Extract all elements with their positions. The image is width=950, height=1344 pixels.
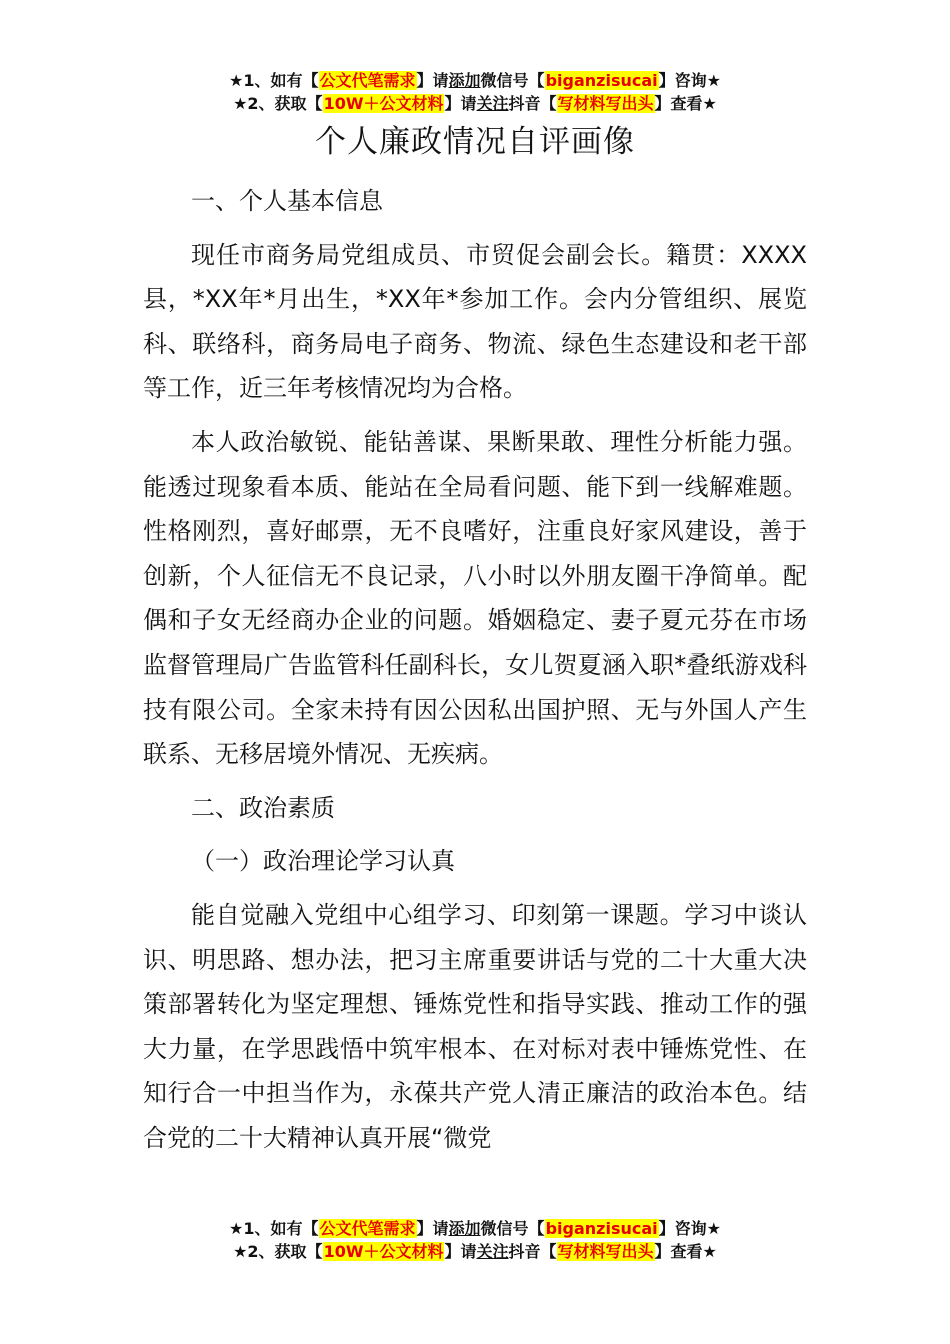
promo-text: 】查看★ xyxy=(654,94,717,113)
section-heading: 一、个人基本信息 xyxy=(191,187,383,215)
promo-text: 微信号【 xyxy=(480,71,545,90)
promo-text: 】请 xyxy=(444,94,477,113)
promo-wechat-id: biganzisucai xyxy=(545,71,658,90)
paragraph: 能自觉融入党组中心组学习、印刻第一课题。学习中谈认识、明思路、想办法，把习主席重要讲话与党的二十大重大决策部署转化为坚定理想、锤炼党性和指导实践、推动工作的强大力量，在学思践悟中筑牢根本、在对标对表中锤炼党性、在知行合一中担当作为，永葆共产党人清正廉洁的政治本色。结合党的二十大精神认真开展“微党 xyxy=(143,900,807,1152)
document-body xyxy=(143,179,807,1169)
promo-highlight: 公文代笔需求 xyxy=(319,71,416,90)
star-icon: ★ xyxy=(233,1242,248,1261)
promo-text: 1、如有【 xyxy=(243,71,319,90)
promo-text: 1、如有【 xyxy=(243,1219,319,1238)
promo-underlined: 关注 xyxy=(476,94,509,113)
subsection-heading: （一）政治理论学习认真 xyxy=(191,847,455,876)
promo-underlined: 关注 xyxy=(476,1242,509,1261)
promo-text: 】查看★ xyxy=(654,1242,717,1261)
promo-text: 微信号【 xyxy=(480,1219,545,1238)
star-icon: ★ xyxy=(229,71,244,90)
paragraph: 本人政治敏锐、能钻善谋、果断果敢、理性分析能力强。能透过现象看本质、能站在全局看问题、能下到一线解难题。性格刚烈，喜好邮票，无不良嗜好，注重良好家风建设，善于创新，个人征信无不良记录，八小时以外朋友圈干净简单。配偶和子女无经商办企业的问题。婚姻稳定、妻子夏元芬在市场监督管理局广告监管科任副科长，女儿贺夏涵入职*叠纸游戏科技有限公司。全家未持有因公因私出国护照、无与外国人产生联系、无移居境外情况、无疾病。 xyxy=(143,427,807,769)
promo-line-1 xyxy=(0,70,950,93)
promo-line-2 xyxy=(0,93,950,116)
promo-highlight: 公文代笔需求 xyxy=(319,1219,416,1238)
promo-text: 】请 xyxy=(444,1242,477,1261)
star-icon: ★ xyxy=(229,1219,244,1238)
promo-banner-bottom xyxy=(0,1218,950,1264)
promo-highlight: 10W＋公文材料 xyxy=(323,1242,444,1261)
paragraph: 现任市商务局党组成员、市贸促会副会长。籍贯：XXXX县，*XX年*月出生，*XX年*参加工作。会内分管组织、展览科、联络科，商务局电子商务、物流、绿色生态建设和老干部等工作，近三年考核情况均为合格。 xyxy=(143,240,807,403)
promo-text: 】请 xyxy=(416,1219,449,1238)
promo-text: 抖音【 xyxy=(508,94,557,113)
promo-line-1 xyxy=(0,1218,950,1241)
document-title: 个人廉政情况自评画像 xyxy=(315,124,635,160)
promo-text: 2、获取【 xyxy=(247,94,323,113)
star-icon: ★ xyxy=(233,94,248,113)
promo-text: 】请 xyxy=(416,71,449,90)
promo-text: 】咨询★ xyxy=(658,71,721,90)
section-heading: 二、政治素质 xyxy=(191,793,335,822)
promo-banner-top xyxy=(0,70,950,116)
promo-underlined: 添加 xyxy=(448,1219,481,1238)
promo-wechat-id: biganzisucai xyxy=(545,1219,658,1238)
promo-underlined: 添加 xyxy=(448,71,481,90)
promo-douyin-account: 写材料写出头 xyxy=(557,1242,654,1261)
promo-line-2 xyxy=(0,1241,950,1264)
promo-text: 抖音【 xyxy=(508,1242,557,1261)
promo-text: 2、获取【 xyxy=(247,1242,323,1261)
promo-text: 】咨询★ xyxy=(658,1219,721,1238)
promo-highlight: 10W＋公文材料 xyxy=(323,94,444,113)
promo-douyin-account: 写材料写出头 xyxy=(557,94,654,113)
